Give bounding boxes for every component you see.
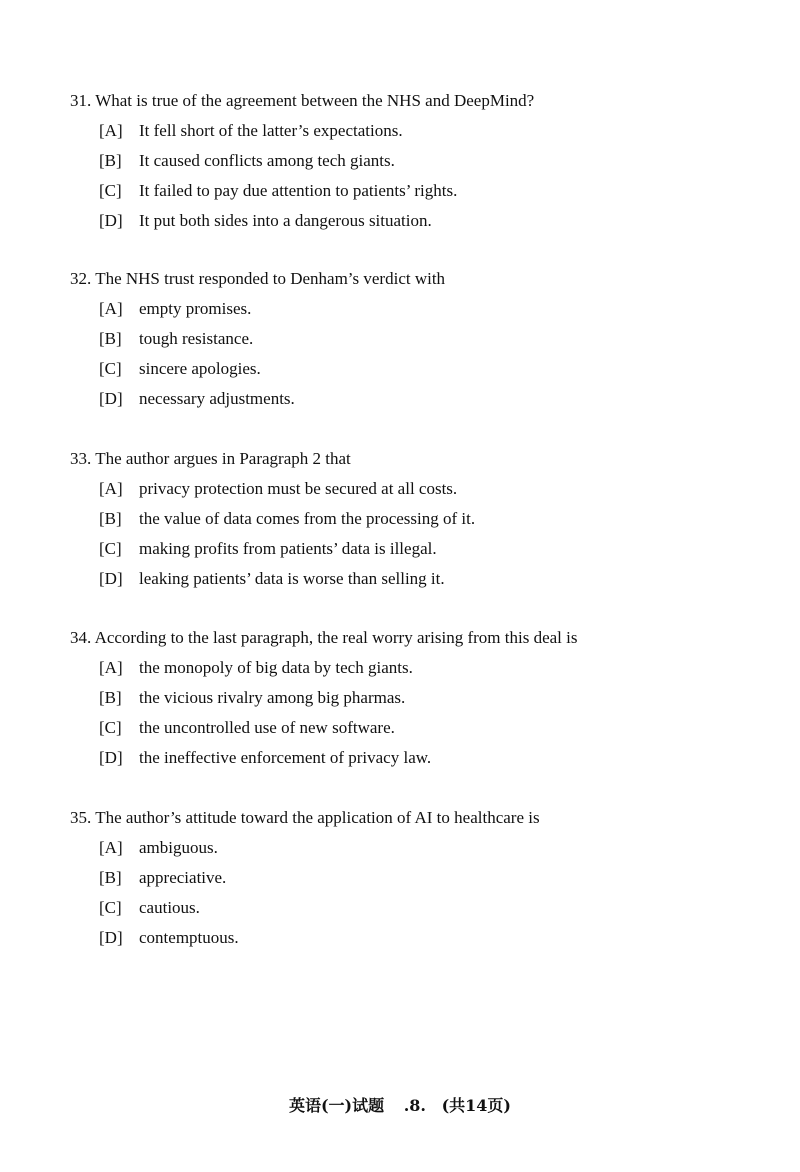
option-text: the vicious rivalry among big pharmas. — [139, 688, 406, 707]
option-c[interactable] — [99, 898, 770, 918]
option-key: [B] — [99, 151, 122, 170]
option-text: It caused conflicts among tech giants. — [139, 151, 395, 170]
option-list — [70, 838, 770, 948]
question-stem — [70, 808, 770, 828]
option-key: [C] — [99, 359, 122, 378]
question-33 — [70, 449, 770, 599]
option-c[interactable] — [99, 181, 770, 201]
option-b[interactable] — [99, 329, 770, 349]
option-key: [B] — [99, 868, 122, 887]
option-d[interactable] — [99, 569, 770, 589]
option-text: contemptuous. — [139, 928, 239, 947]
question-stem — [70, 91, 770, 111]
option-list — [70, 658, 770, 768]
option-list — [70, 299, 770, 409]
option-key: [D] — [99, 569, 123, 588]
option-key: [B] — [99, 688, 122, 707]
question-34 — [70, 628, 770, 778]
option-d[interactable] — [99, 928, 770, 948]
question-text: What is true of the agreement between the NHS and DeepMind? — [95, 91, 535, 110]
question-stem — [70, 628, 770, 648]
option-list — [70, 121, 770, 231]
option-a[interactable] — [99, 121, 770, 141]
question-number: 34. — [70, 628, 92, 647]
option-a[interactable] — [99, 658, 770, 678]
option-text: the value of data comes from the processing of it. — [139, 509, 476, 528]
question-32 — [70, 269, 770, 419]
question-text: The NHS trust responded to Denham’s verdict with — [95, 269, 446, 288]
question-35 — [70, 808, 770, 958]
option-key: [B] — [99, 329, 122, 348]
question-number: 32. — [70, 269, 92, 288]
option-key: [A] — [99, 299, 123, 318]
option-b[interactable] — [99, 868, 770, 888]
option-key: [C] — [99, 898, 122, 917]
footer-total-pages: (共14页) — [441, 1096, 511, 1115]
option-text: leaking patients’ data is worse than selling it. — [139, 569, 445, 588]
option-text: appreciative. — [139, 868, 227, 887]
option-key: [D] — [99, 748, 123, 767]
option-text: ambiguous. — [139, 838, 218, 857]
option-key: [D] — [99, 928, 123, 947]
question-stem — [70, 269, 770, 289]
option-d[interactable] — [99, 748, 770, 768]
question-stem — [70, 449, 770, 469]
option-d[interactable] — [99, 389, 770, 409]
option-a[interactable] — [99, 838, 770, 858]
option-text: It failed to pay due attention to patients’ rights. — [139, 181, 458, 200]
footer-subject: 英语(一)试题 — [288, 1096, 385, 1115]
option-text: necessary adjustments. — [139, 389, 295, 408]
option-c[interactable] — [99, 359, 770, 379]
option-list — [70, 479, 770, 589]
option-key: [D] — [99, 389, 123, 408]
question-number: 31. — [70, 91, 92, 110]
option-text: the monopoly of big data by tech giants. — [139, 658, 413, 677]
option-text: cautious. — [139, 898, 200, 917]
option-text: tough resistance. — [139, 329, 254, 348]
option-text: It fell short of the latter’s expectations. — [139, 121, 403, 140]
option-key: [A] — [99, 658, 123, 677]
option-text: sincere apologies. — [139, 359, 261, 378]
option-d[interactable] — [99, 211, 770, 231]
option-text: the ineffective enforcement of privacy law. — [139, 748, 432, 767]
option-key: [A] — [99, 479, 123, 498]
option-key: [B] — [99, 509, 122, 528]
option-key: [C] — [99, 539, 122, 558]
option-c[interactable] — [99, 718, 770, 738]
option-b[interactable] — [99, 509, 770, 529]
page-footer — [0, 1093, 800, 1116]
footer-page-number: .8. — [403, 1096, 426, 1115]
option-key: [A] — [99, 121, 123, 140]
option-key: [C] — [99, 718, 122, 737]
question-text: The author’s attitude toward the application of AI to healthcare is — [95, 808, 540, 827]
option-key: [D] — [99, 211, 123, 230]
option-b[interactable] — [99, 151, 770, 171]
option-text: It put both sides into a dangerous situation. — [139, 211, 432, 230]
question-31 — [70, 91, 770, 241]
question-text: According to the last paragraph, the real worry arising from this deal is — [94, 628, 578, 647]
option-text: empty promises. — [139, 299, 252, 318]
option-key: [C] — [99, 181, 122, 200]
question-number: 35. — [70, 808, 92, 827]
option-c[interactable] — [99, 539, 770, 559]
option-b[interactable] — [99, 688, 770, 708]
option-text: making profits from patients’ data is illegal. — [139, 539, 437, 558]
option-key: [A] — [99, 838, 123, 857]
option-a[interactable] — [99, 479, 770, 499]
question-number: 33. — [70, 449, 92, 468]
question-text: The author argues in Paragraph 2 that — [95, 449, 351, 468]
option-text: privacy protection must be secured at all costs. — [139, 479, 458, 498]
option-a[interactable] — [99, 299, 770, 319]
option-text: the uncontrolled use of new software. — [139, 718, 395, 737]
